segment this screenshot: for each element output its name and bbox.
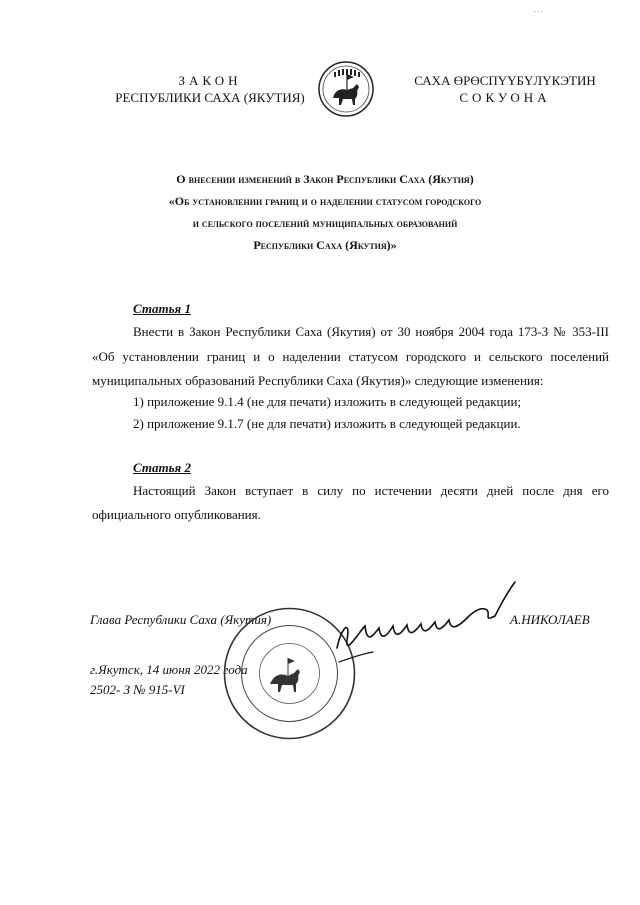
header-left (110, 72, 310, 106)
header-left-line2: РЕСПУБЛИКИ САХА (ЯКУТИЯ) (115, 90, 305, 105)
title-line4: Республики Саха (Якутия)» (253, 238, 397, 252)
article1-item1: 1) приложение 9.1.4 (не для печати) изложить в следующей редакции; (133, 394, 522, 409)
article1-para-line1: Внести в Закон Республики Саха (Якутия) от 30 ноября 2004 года 173-З № 353-III (133, 324, 609, 339)
law-title (95, 168, 555, 256)
article2-para-line1: Настоящий Закон вступает в силу по истечении десяти дней после дня его (133, 483, 609, 498)
header-left-line1: ЗАКОН (178, 73, 242, 88)
registration-number: 2502- З № 915-VI (90, 682, 185, 697)
header-right-line1: САХА ӨРӨСПҮҮБҮЛҮКЭТИН (414, 73, 596, 88)
title-line2: «Об установлении границ и о наделении статусом городского (168, 194, 482, 208)
handwritten-signature (325, 570, 525, 675)
corner-mark: ... (534, 4, 544, 14)
article2-para-line2: официального опубликования. (92, 507, 261, 522)
article1-item2: 2) приложение 9.1.7 (не для печати) изложить в следующей редакции. (133, 416, 521, 431)
signatory-name: А.НИКОЛАЕВ (510, 612, 590, 627)
header-right-line2: СОКУОНА (459, 90, 551, 105)
title-line3: и сельского поселений муниципальных образований (192, 216, 458, 230)
republic-emblem-icon (317, 60, 375, 118)
article1-heading: Статья 1 (133, 301, 191, 316)
signatory-role: Глава Республики Саха (Якутия) (90, 612, 272, 627)
article2-heading: Статья 2 (133, 460, 191, 475)
article1-para-line2: «Об установлении границ и о наделении статусом городского и сельского поселений (92, 349, 609, 364)
header-right (405, 72, 605, 106)
article1-para-line3: муниципальных образований Республики Саха (Якутия)» следующие изменения: (92, 373, 544, 388)
place-and-date: г.Якутск, 14 июня 2022 года (90, 662, 248, 677)
title-line1: О внесении изменений в Закон Республики Саха (Якутия) (176, 172, 474, 186)
